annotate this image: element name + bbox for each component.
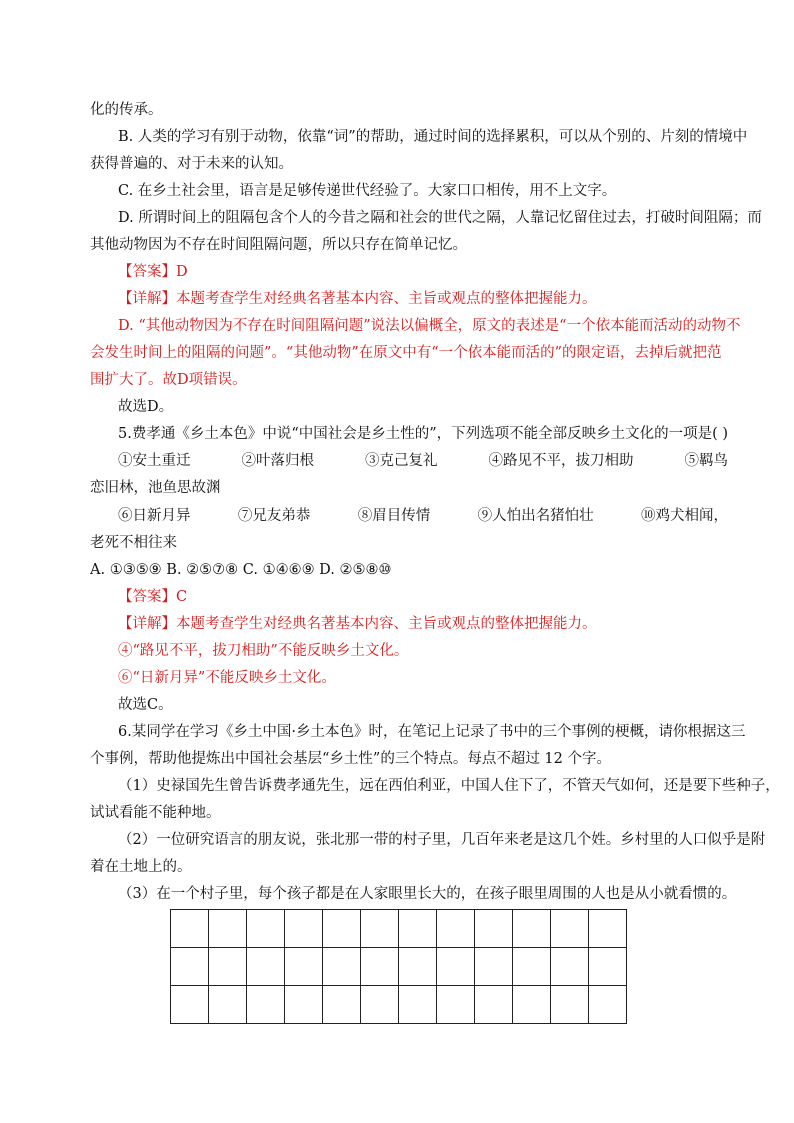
q4-option-c: C. 在乡土社会里，语言是足够传递世代经验了。大家口口相传，用不上文字。 (118, 183, 617, 199)
q5-answer: 【答案】C (118, 589, 188, 605)
answer-grid-cell[interactable] (323, 948, 361, 986)
q6-case3: （3）在一个村子里，每个孩子都是在人家眼里长大的，在孩子眼里周围的人也是从小就看惯的。 (118, 886, 737, 902)
q4-conclusion: 故选D。 (118, 399, 174, 415)
q4-option-b-line1: B. 人类的学习有别于动物，依靠“词”的帮助，通过时间的选择累积，可以从个别的、片刻的情境中 (118, 129, 748, 145)
answer-grid-cell[interactable] (285, 910, 323, 948)
q4-option-a-tail: 化的传承。 (90, 102, 163, 118)
answer-grid-cell[interactable] (171, 948, 209, 986)
q5-stem: 5.费孝通《乡土本色》中说“中国社会是乡土性的”，下列选项不能全部反映乡土文化的一项是( ) (118, 426, 729, 442)
q4-option-b-line2: 获得普遍的、对于未来的认知。 (90, 156, 293, 172)
answer-grid-cell[interactable] (475, 910, 513, 948)
answer-grid-cell[interactable] (209, 986, 247, 1024)
q6-case2-line1: （2）一位研究语言的朋友说，张北那一带的村子里，几百年来老是这几个姓。乡村里的人口似乎是附 (118, 832, 766, 848)
q5-explanation: 【详解】本题考查学生对经典名著基本内容、主旨或观点的整体把握能力。 (118, 616, 597, 632)
answer-grid-cell[interactable] (209, 910, 247, 948)
q6-stem-line1: 6.某同学在学习《乡土中国·乡土本色》时，在笔记上记录了书中的三个事例的梗概，请你根据这三 (118, 724, 746, 740)
answer-grid-row (171, 948, 627, 986)
q4-detail-line1: D. “其他动物因为不存在时间阻隔问题”说法以偏概全，原文的表述是“一个依本能而活动的动物不 (118, 318, 741, 334)
q5-item: ⑦兄友弟恭 (237, 508, 311, 524)
q4-option-d-line2: 其他动物因为不存在时间阻隔问题，所以只存在简单记忆。 (90, 237, 467, 253)
q4-detail-line3: 围扩大了。故D项错误。 (90, 372, 247, 388)
q5-item: ⑥日新月异 (118, 508, 191, 524)
answer-grid-cell[interactable] (513, 910, 551, 948)
answer-grid-cell[interactable] (209, 948, 247, 986)
answer-grid-cell[interactable] (247, 948, 285, 986)
q6-case1-line1: （1）史禄国先生曾告诉费孝通先生，远在西伯利亚，中国人住下了，不管天气如何，还是要下些种子， (118, 778, 780, 794)
answer-grid-row (171, 986, 627, 1024)
answer-grid-cell[interactable] (247, 910, 285, 948)
q5-item: ⑩鸡犬相闻， (641, 508, 728, 524)
q5-choices: A. ①③⑤⑨ B. ②⑤⑦⑧ C. ①④⑥⑨ D. ②⑤⑧⑩ (90, 562, 392, 578)
answer-grid-cell[interactable] (399, 948, 437, 986)
q6-stem-line2: 个事例，帮助他提炼出中国社会基层“乡土性”的三个特点。每点不超过 12 个字。 (90, 751, 611, 767)
answer-grid-cell[interactable] (361, 986, 399, 1024)
q5-item: ①安土重迁 (118, 453, 191, 469)
q4-explanation: 【详解】本题考查学生对经典名著基本内容、主旨或观点的整体把握能力。 (118, 291, 597, 307)
answer-grid-cell[interactable] (171, 986, 209, 1024)
answer-grid-cell[interactable] (551, 910, 589, 948)
q5-item-row2-cont: 老死不相往来 (90, 535, 177, 551)
q5-items-row2 (118, 506, 728, 526)
answer-grid-cell[interactable] (513, 986, 551, 1024)
q4-answer: 【答案】D (118, 264, 188, 280)
answer-grid-row (171, 910, 627, 948)
q6-case2-line2: 着在土地上的。 (90, 859, 192, 875)
q5-item: ③克己复礼 (365, 453, 438, 469)
q5-item: ⑧眉目传情 (357, 508, 431, 524)
answer-grid-cell[interactable] (285, 948, 323, 986)
answer-grid-cell[interactable] (437, 910, 475, 948)
answer-grid-cell[interactable] (475, 948, 513, 986)
answer-grid-cell[interactable] (437, 986, 475, 1024)
answer-grid-cell[interactable] (361, 910, 399, 948)
q5-item: ④路见不平，拔刀相助 (488, 453, 634, 469)
answer-grid-cell[interactable] (285, 986, 323, 1024)
q5-item: ②叶落归根 (241, 453, 314, 469)
q5-items-row1 (118, 451, 728, 471)
q5-item: ⑤羁鸟 (684, 453, 728, 469)
q5-note-1: ④“路见不平，拔刀相助”不能反映乡土文化。 (118, 643, 409, 659)
answer-grid-cell[interactable] (323, 910, 361, 948)
answer-grid-cell[interactable] (247, 986, 285, 1024)
answer-grid-cell[interactable] (361, 948, 399, 986)
answer-grid-cell[interactable] (589, 948, 627, 986)
answer-grid-cell[interactable] (589, 986, 627, 1024)
answer-grid-cell[interactable] (551, 948, 589, 986)
answer-grid-cell[interactable] (399, 986, 437, 1024)
q5-item-row1-cont: 恋旧林，池鱼思故渊 (90, 480, 221, 496)
q4-option-d-line1: D. 所谓时间上的阻隔包含个人的今昔之隔和社会的世代之隔，人靠记忆留住过去，打破时间阻隔；而 (118, 210, 762, 226)
answer-grid-cell[interactable] (171, 910, 209, 948)
answer-grid-cell[interactable] (323, 986, 361, 1024)
answer-grid-cell[interactable] (513, 948, 551, 986)
q5-note-2: ⑥“日新月异”不能反映乡土文化。 (118, 670, 336, 686)
answer-grid-cell[interactable] (475, 986, 513, 1024)
answer-grid-cell[interactable] (399, 910, 437, 948)
q5-conclusion: 故选C。 (118, 697, 173, 713)
q5-item: ⑨人怕出名猪怕壮 (477, 508, 594, 524)
answer-grid-cell[interactable] (551, 986, 589, 1024)
q6-case1-line2: 试试看能不能种地。 (90, 805, 221, 821)
answer-grid-cell[interactable] (589, 910, 627, 948)
answer-grid (170, 909, 627, 1024)
q4-detail-line2: 会发生时间上的阻隔的问题”。“其他动物”在原文中有“一个依本能而活的”的限定语，去掉后就把范 (90, 345, 722, 361)
answer-grid-cell[interactable] (437, 948, 475, 986)
